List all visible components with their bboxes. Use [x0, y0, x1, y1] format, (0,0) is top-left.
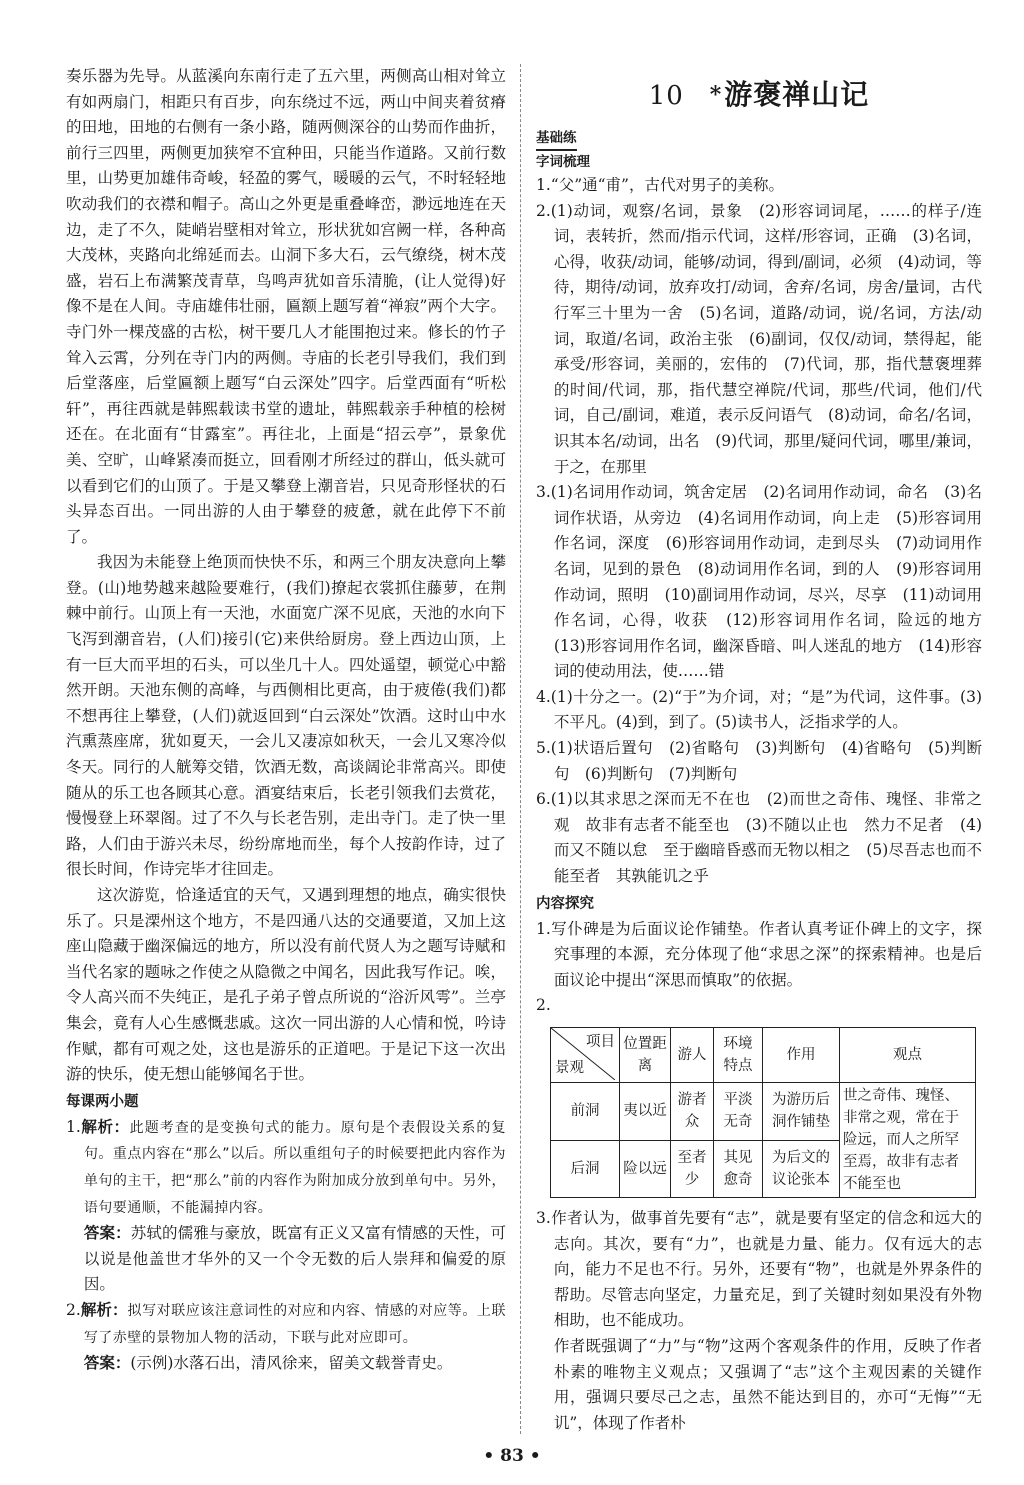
table-cell: 夷以近: [620, 1083, 671, 1141]
question-1-answer: [66, 1221, 506, 1298]
content-exploration-heading: 内容探究: [536, 895, 594, 912]
question-2: [66, 1298, 506, 1351]
basic-practice-heading: [536, 127, 982, 151]
table-cell-view: 世之奇伟、瑰怪、非常之观，常在于险远，而人之所罕至焉，故非有志者不能至也: [840, 1083, 976, 1198]
table-header: 位置距离: [620, 1028, 671, 1083]
lesson-number: 10: [648, 81, 684, 111]
question-2-answer-text: (示例)水落石出，清风徐来，留美文载誉青史。: [130, 1354, 453, 1373]
column-divider: [520, 64, 521, 1434]
star-marker: *: [709, 82, 723, 108]
question-2-analysis: 拟写对联应该注意词性的对应和内容、情感的对应等。上联写了赤壁的景物加人物的活动，下联与此对应即可。: [83, 1302, 506, 1346]
translation-paragraph-1: 奏乐器为先导。从蓝溪向东南行走了五六里，两侧高山相对耸立有如两扇门，相距只有百步，向东绕过不远，两山中间夹着贫瘠的田地，田地的右侧有一条小路，随两侧深谷的山势而作曲折，前行三四里，两侧更加狭窄不宜种田，只能当作道路。又前行数里，山势更加雄伟奇峻，轻盈的雾气，暖暖的云气，不时轻轻地吹动我们的衣襟和帽子。高山之外更是重叠峰峦，渺远地连在天边，走了不久，陡峭岩壁相对耸立，形状犹如宫阙一样，各种高大茂林，夹路向北绵延而去。山洞下多大石，云气缭绕，树木茂盛，岩石上布满繁茂青草，鸟鸣声犹如音乐清脆，(让人觉得)好像不是在人间。寺庙雄伟壮丽，匾额上题写着“禅寂”两个大字。寺门外一棵茂盛的古松，树干要几人才能围抱过来。修长的竹子耸入云霄，分列在寺门内的两侧。寺庙的长老引导我们，我们到后堂落座，后堂匾额上题写“白云深处”四字。后堂西面有“听松轩”，再往西就是韩熙载读书堂的遗址，韩熙载亲手种植的桧树还在。在北面有“甘露室”。再往北，上面是“招云亭”，景象优美、空旷，山峰紧凑而挺立，回看刚才所经过的群山，低头就可以看到它们的山顶了。于是又攀登上潮音岩，只见奇形怪状的石头异态百出。一同出游的人由于攀登的疲惫，就在此停下不前了。: [66, 67, 506, 546]
table-header: 作用: [763, 1028, 840, 1083]
question-1: [66, 1115, 506, 1221]
table-cell: 至者少: [671, 1140, 714, 1198]
content-answer-1: 1.写仆碑是为后面议论作铺垫。作者认真考证仆碑上的文字，探究事理的本源，充分体现了他“求思之深”的探索精神。也是后面议论中提出“深思而慎取”的依据。: [536, 919, 982, 989]
basic-practice-label: 基础练: [536, 127, 577, 151]
vocabulary-heading: 字词梳理: [536, 154, 590, 170]
content-answer-2-number: 2.: [536, 996, 551, 1015]
diagonal-header-cell: [551, 1028, 620, 1083]
page-number: • 83 •: [483, 1446, 541, 1466]
lesson-title-text: 游褒禅山记: [724, 78, 870, 111]
table-header: 环境特点: [714, 1028, 763, 1083]
right-column: [536, 64, 998, 1436]
table-cell: 险以远: [620, 1140, 671, 1198]
question-2-answer-label: 答案：: [83, 1354, 131, 1373]
question-1-analysis: 此题考查的是变换句式的能力。原句是个表假设关系的复句。重点内容在“那么”以后。所以重组句子的时候要把此内容作为单句的主干，把“那么”前的内容作为附加成分放到单句中。另外，语句要通顺，不能漏掉内容。: [83, 1119, 506, 1216]
table-cell: 平淡无奇: [714, 1083, 763, 1141]
table-cell: 为后文的议论张本: [763, 1140, 840, 1198]
question-1-analysis-label: 解析：: [80, 1117, 130, 1136]
question-2-analysis-label: 解析：: [80, 1300, 128, 1319]
table-row: [551, 1083, 976, 1141]
answer-2: 2.(1)动词，观察/名词，景象 (2)形容词词尾，……的样子/连词，表转折，然而/指示代词，这样/形容词，正确 (3)名词，心得，收获/动词，能够/动词，得到/副词，必须 (4)动词，等待，期待/动词，放弃攻打/动词，舍弃/名词，房舍/量词，古代行军三十里为一舍 (5)名词，道路/动词，说/名词，方法/动词，取道/名词，政治主张 (6)副词，仅仅/动词，禁得起，能承受/形容词，美丽的，宏伟的 (7)代词，那，指代慧褒埋葬的时间/代词，那，指代慧空禅院/代词，那些/代词，他们/代词，自己/副词，难道，表示反问语气 (8)动词，命名/名词，识其本名/动词，出名 (9)代词，那里/疑问代词，哪里/兼词，于之，在那里: [536, 201, 982, 476]
table-cell-name: 前洞: [551, 1083, 620, 1141]
table-cell: 为游历后洞作铺垫: [763, 1083, 840, 1141]
answer-4: 4.(1)十分之一。(2)“于”为介词，对；“是”为代词，这件事。(3)不平凡。(4)到，到了。(5)读书人，泛指求学的人。: [536, 687, 982, 732]
comparison-table: [550, 1027, 976, 1198]
translation-paragraph-2: 我因为未能登上绝顶而快快不乐，和两三个朋友决意向上攀登。(山)地势越来越险要难行，(我们)撩起衣裳抓住藤萝，在荆棘中前行。山顶上有一天池，水面宽广深不见底，天池的水向下飞泻到潮音岩，(人们)接引(它)来供给厨房。登上西边山顶，上有一巨大而平坦的石头，可以坐几十人。四处遥望，顿觉心中豁然开朗。天池东侧的高峰，与西侧相比更高，由于疲倦(我们)都不想再往上攀登，(人们)就返回到“白云深处”饮酒。这时山中水汽熏蒸座席，犹如夏天，一会儿又凄凉如秋天，一会儿又寒冷似冬天。同行的人觥筹交错，饮酒无数，高谈阔论非常高兴。即使随从的乐工也各顾其心意。酒宴结束后，长老引领我们去赏花，慢慢登上环翠阁。过了不久与长老告别，走出寺门。走了快一里路，人们由于游兴未尽，纷纷席地而坐，每个人按韵作诗，过了很长时间，作诗完毕才往回走。: [66, 553, 506, 879]
diag-bottom-label: 景观: [555, 1060, 584, 1076]
table-header-row: [551, 1028, 976, 1083]
answer-1: 1.“父”通“甫”，古代对男子的美称。: [536, 176, 784, 194]
content-answer-3-continued: 作者既强调了“力”与“物”这两个客观条件的作用，反映了作者朴素的唯物主义观点；又强调了“志”这个主观因素的关键作用，强调只要尽己之志，虽然不能达到目的，亦可“无悔”“无讥”，体现了作者朴: [553, 1336, 982, 1432]
table-cell-name: 后洞: [551, 1140, 620, 1198]
answer-6: 6.(1)以其求思之深而无不在也 (2)而世之奇伟、瑰怪、非常之观 故非有志者不能至也 (3)不随以止也 然力不足者 (4)而又不随以怠 至于幽暗昏惑而无物以相之 (5)尽吾志也而不能至者 其孰能讥之乎: [536, 790, 982, 886]
answer-5: 5.(1)状语后置句 (2)省略句 (3)判断句 (4)省略句 (5)判断句 (6)判断句 (7)判断句: [536, 739, 982, 783]
question-1-number: 1.: [66, 1117, 81, 1136]
question-2-number: 2.: [66, 1300, 81, 1319]
table-cell: 其见愈奇: [714, 1140, 763, 1198]
question-1-answer-label: 答案：: [83, 1224, 131, 1243]
table-cell: 游者众: [671, 1083, 714, 1141]
diag-top-label: 项目: [586, 1034, 615, 1050]
answer-3: 3.(1)名词用作动词，筑舍定居 (2)名词用作动词，命名 (3)名词作状语，从旁边 (4)名词用作动词，向上走 (5)形容词用作名词，深度 (6)形容词用作动词，走到尽头 (7)动词用作名词，见到的景色 (8)动词用作名词，到的人 (9)形容词用作动词，照明 (10)副词用作动词，尽兴，尽享 (11)动词用作名词，心得，收获 (12)形容词用作名词，险远的地方 (13)形容词用作名词，幽深昏暗、叫人迷乱的地方 (14)形容词的使动用法，使……错: [536, 483, 998, 681]
section-heading-two-questions: 每课两小题: [66, 1093, 139, 1110]
lesson-title: [536, 78, 982, 113]
table-header: 观点: [840, 1028, 976, 1083]
left-column: [66, 64, 506, 1377]
translation-paragraph-3: 这次游览，恰逢适宜的天气，又遇到理想的地点，确实很快乐了。只是溧州这个地方，不是四通八达的交通要道，又加上这座山隐藏于幽深偏远的地方，所以没有前代贤人为之题写诗赋和当代名家的题咏之作使之从隐微之中闻名，因此我写作记。唉，令人高兴而不失纯正，是孔子弟子曾点所说的“浴沂风雩”。兰亭集会，竟有人心生感慨悲戚。这次一同出游的人心情和悦，吟诗作赋，都有可观之处，这也是游乐的正道吧。于是记下这一次出游的快乐，使无想山能够闻名于世。: [66, 886, 506, 1084]
question-2-answer: [66, 1351, 506, 1377]
table-header: 游人: [671, 1028, 714, 1083]
question-1-answer-text: 苏轼的儒雅与豪放，既富有正义又富有情感的天性，可以说是他盖世才华外的又一个令无数的后人崇拜和偏爱的原因。: [83, 1224, 506, 1294]
content-answer-3: 3.作者认为，做事首先要有“志”，就是要有坚定的信念和远大的志向。其次，要有“力”，也就是力量、能力。仅有远大的志向，能力不足也不行。另外，还要有“物”，也就是外界条件的帮助。尽管志向坚定，力量充足，到了关键时刻如果没有外物相助，也不能成功。: [536, 1209, 982, 1330]
